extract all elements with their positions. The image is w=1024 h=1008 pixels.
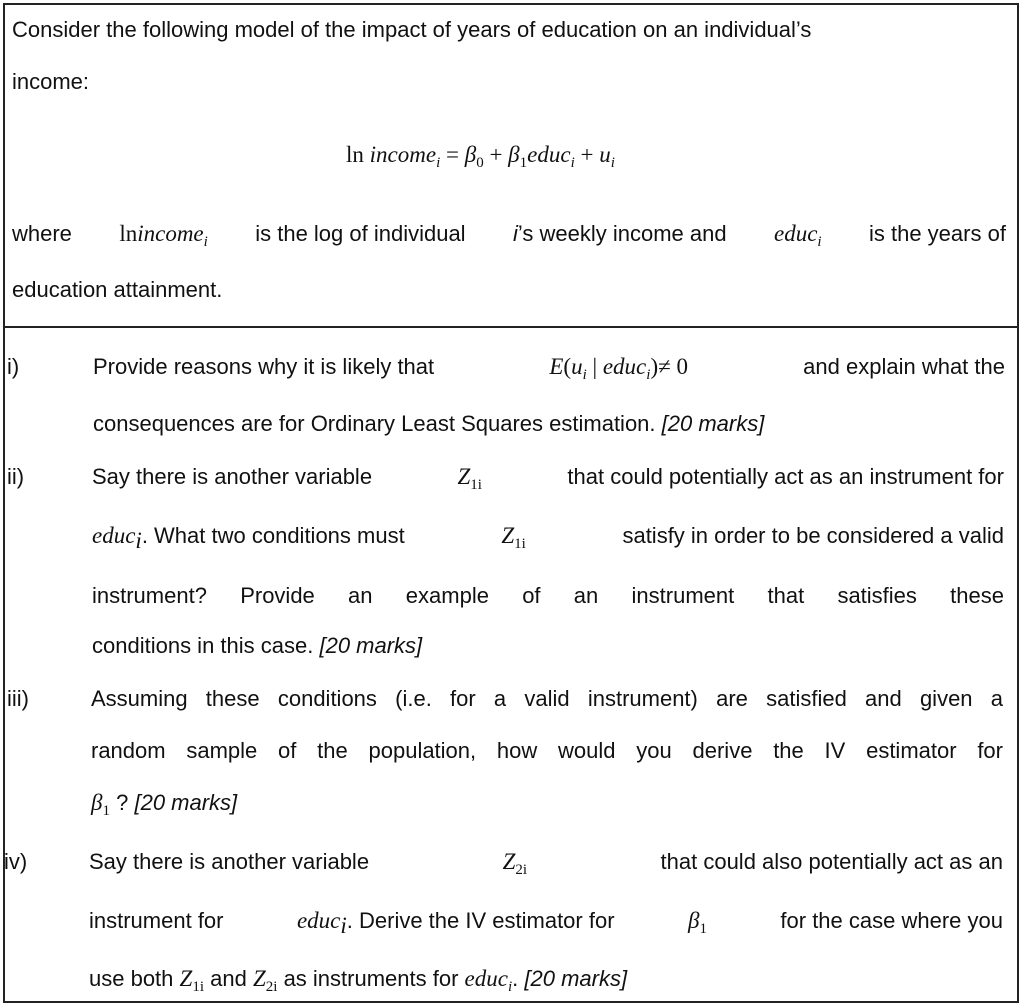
question-ii-line-2: educ$_i$. What two conditions must $Z_{1i}$ satisfy in order to be considered a valid [92,523,1004,553]
definition-line-1: where lnincome$_i$ is the log of individual i’s weekly income and educ$_i$ is the years of [12,221,1006,250]
question-label-iv: iv) [4,849,28,874]
marks: [20 marks] [319,633,423,658]
question-iv-line-3: use both $Z_{1i}$ and $Z_{2i}$ as instruments for educ$_i$. [20 marks] [89,966,628,995]
divider [3,326,1019,328]
question-iii-line-1: Assuming these conditions (i.e. for a valid instrument) are satisfied and given a [91,686,1003,711]
question-ii-line-3: instrument? Provide an example of an instrument that satisfies these [92,583,1004,608]
question-ii-line-4: conditions in this case. [20 marks] [92,633,423,658]
intro-line-1 [12,15,811,45]
question-i-line-1: Provide reasons why it is likely that $E(u_i$ | educ$_i$)≠ 0 and explain what the [93,354,1005,383]
conditional-expectation: $E(u_i$ | educ$_i$)≠ 0 [549,354,688,383]
question-iii-line-2: random sample of the population, how would you derive the IV estimator for [91,738,1003,763]
question-iii-line-3: $\beta_1$ ? [20 marks] [91,790,238,819]
question-ii-line-1: Say there is another variable $Z_{1i}$ that could potentially act as an instrument for [92,464,1004,493]
marks: [20 marks] [134,790,238,815]
question-i-line-2: consequences are for Ordinary Least Squares estimation. [20 marks] [93,411,765,436]
question-label-ii: ii) [7,464,25,489]
marks: [20 marks] [661,411,765,436]
question-iv-line-2: instrument for educ$_i$. Derive the IV estimator for $\beta_1$ for the case where you [89,908,1003,938]
definition-line-2: education attainment. [12,277,223,302]
marks: [20 marks] [524,966,628,991]
intro-text: Consider the following model of the impact of years of education on an individual’s [12,17,812,42]
question-iv-line-1: Say there is another variable $Z_{2i}$ that could also potentially act as an [89,849,1003,878]
intro-line-2 [12,67,89,97]
question-label-iii: iii) [7,686,29,711]
question-label-i: i) [7,354,20,379]
intro-text: income: [12,69,90,94]
model-equation: ln income$_i$ = $\beta_0$ + $\beta_1educ_i + u_i$ [346,142,615,171]
